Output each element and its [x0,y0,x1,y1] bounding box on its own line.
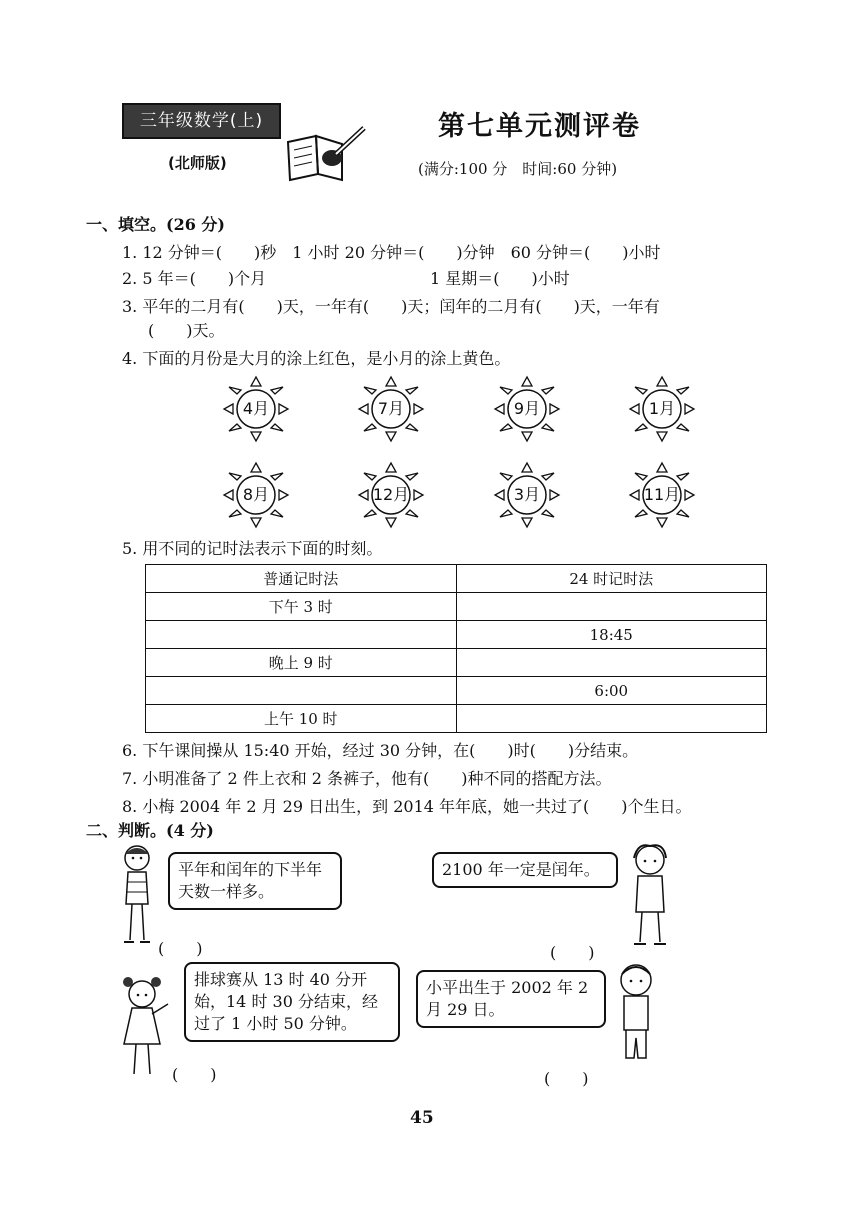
girl-illustration [620,842,680,956]
month-label: 12月 [372,485,410,504]
question-4: 4. 下面的月份是大月的涂上红色，是小月的涂上黄色。 [122,349,511,368]
answer-blank[interactable]: ( ) [544,1069,589,1088]
statement-4: 小平出生于 2002 年 2 月 29 日。 [426,978,589,1019]
month-sun[interactable] [214,367,298,451]
table-row [146,649,767,677]
table-cell[interactable] [456,705,767,733]
table-cell[interactable] [146,677,457,705]
table-cell[interactable] [456,593,767,621]
question-2b: 1 星期＝( )小时 [430,269,570,288]
month-sun[interactable] [349,367,433,451]
speech-bubble [432,852,618,888]
table-cell[interactable]: 晚上 9 时 [146,649,457,677]
table-row [146,705,767,733]
boy-illustration [606,960,666,1076]
month-label: 1月 [648,399,676,418]
table-cell[interactable] [456,649,767,677]
statement-1: 平年和闰年的下半年天数一样多。 [178,860,323,901]
score-info: (满分:100 分 时间:60 分钟) [418,160,618,178]
month-sun[interactable] [485,453,569,537]
question-3b: ( )天。 [148,321,225,340]
table-cell[interactable]: 6:00 [456,677,767,705]
table-cell[interactable]: 上午 10 时 [146,705,457,733]
table-header: 普通记时法 [146,565,457,593]
table-header-row [146,565,767,593]
month-sun[interactable] [214,453,298,537]
table-row [146,677,767,705]
table-cell[interactable] [146,621,457,649]
month-label: 4月 [242,399,270,418]
girl-illustration [112,842,162,956]
table-row [146,593,767,621]
statement-2: 2100 年一定是闰年。 [442,860,600,879]
answer-blank[interactable]: ( ) [172,1065,217,1084]
month-sun[interactable] [620,367,704,451]
question-7: 7. 小明准备了 2 件上衣和 2 条裤子，他有( )种不同的搭配方法。 [122,769,612,788]
grade-badge: 三年级数学(上) [122,103,281,139]
question-1: 1. 12 分钟＝( )秒 1 小时 20 分钟＝( )分钟 60 分钟＝( )小时 [122,243,661,262]
question-8: 8. 小梅 2004 年 2 月 29 日出生，到 2014 年年底，她一共过了( )个生日。 [122,797,692,816]
answer-blank[interactable]: ( ) [550,943,595,962]
question-6: 6. 下午课间操从 15:40 开始，经过 30 分钟，在( )时( )分结束。 [122,741,639,760]
question-2a: 2. 5 年＝( )个月 [122,269,267,288]
page-title: 第七单元测评卷 [438,111,641,142]
month-label: 3月 [513,485,541,504]
table-row [146,621,767,649]
month-label: 11月 [643,485,681,504]
month-label: 9月 [513,399,541,418]
girl-illustration [114,974,174,1088]
table-cell[interactable]: 下午 3 时 [146,593,457,621]
edition-label: (北师版) [168,154,227,172]
speech-bubble [416,970,606,1028]
page-number: 45 [410,1108,434,1128]
book-pen-icon [282,124,372,188]
question-3a: 3. 平年的二月有( )天，一年有( )天；闰年的二月有( )天，一年有 [122,297,660,316]
answer-blank[interactable]: ( ) [158,939,203,958]
time-notation-table [145,564,767,733]
statement-3: 排球赛从 13 时 40 分开始，14 时 30 分结束，经过了 1 小时 50 分钟。 [194,970,378,1033]
month-label: 8月 [242,485,270,504]
question-5: 5. 用不同的记时法表示下面的时刻。 [122,539,383,558]
speech-bubble [184,962,400,1042]
month-label: 7月 [377,399,405,418]
month-sun[interactable] [485,367,569,451]
speech-bubble [168,852,342,910]
section-heading-true-false: 二、判断。(4 分) [86,821,214,840]
section-heading-fill-blanks: 一、填空。(26 分) [86,215,225,234]
table-cell[interactable]: 18:45 [456,621,767,649]
month-sun[interactable] [349,453,433,537]
month-sun[interactable] [620,453,704,537]
table-header: 24 时记时法 [456,565,767,593]
